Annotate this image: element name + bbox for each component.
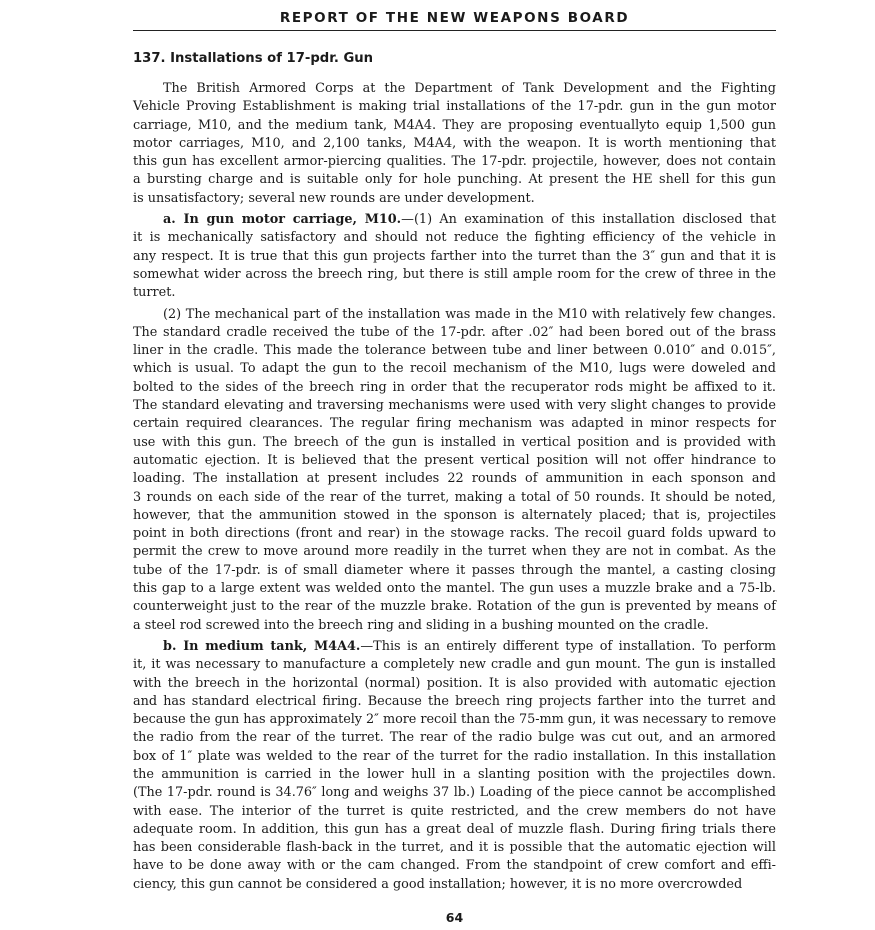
header-rule xyxy=(133,30,776,31)
line-text: The British Armored Corps at the Department of Tank Development and the Fighting xyxy=(163,81,776,96)
text-line xyxy=(133,360,776,378)
subsection-label: b. In medium tank, M4A4. xyxy=(163,638,361,654)
line-text: adequate room. In addition, this gun has a great deal of muzzle flash. During firing trials there xyxy=(133,821,776,837)
line-text: it is mechanically satisfactory and should not reduce the fighting efficiency of the vehicle in xyxy=(133,230,776,246)
text-line xyxy=(133,117,776,135)
line-text: any respect. It is true that this gun projects farther into the turret than the 3″ gun and that it is xyxy=(133,248,776,264)
text-line xyxy=(133,434,776,452)
text-line xyxy=(133,98,776,116)
text-line xyxy=(133,470,776,488)
line-text: (2) The mechanical part of the installation was made in the M10 with relatively few changes. xyxy=(163,306,776,322)
text-line xyxy=(133,693,776,711)
text-line xyxy=(133,306,776,324)
line-text: permit the crew to move around more readily in the turret when they are not in combat. As the xyxy=(133,544,776,560)
text-line xyxy=(133,397,776,415)
text-line xyxy=(133,656,776,674)
text-line xyxy=(133,284,776,302)
line-text: because the gun has approximately 2″ more recoil than the 75-mm gun, it was necessary to remove xyxy=(133,712,776,728)
text-line xyxy=(133,525,776,543)
text-line xyxy=(133,171,776,189)
line-text: certain required clearances. The regular firing mechanism was adapted in minor respects for xyxy=(133,416,776,432)
line-text: Vehicle Proving Establishment is making trial installations of the 17-pdr. gun in the gun motor xyxy=(133,99,776,115)
text-line xyxy=(133,342,776,360)
line-text: The standard elevating and traversing mechanisms were used with very slight changes to provide xyxy=(133,398,776,414)
text-line xyxy=(133,543,776,561)
line-text: (The 17-pdr. round is 34.76″ long and weighs 37 lb.) Loading of the piece cannot be accomplished xyxy=(133,785,776,801)
text-line xyxy=(133,248,776,266)
line-text: tube of the 17-pdr. is of small diameter where it passes through the mantel, a casting closing xyxy=(133,562,776,578)
text-line xyxy=(133,803,776,821)
text-line xyxy=(133,766,776,784)
line-text: carriage, M10, and the medium tank, M4A4. They are proposing eventuallyto equip 1,500 gun xyxy=(133,117,776,133)
text-line xyxy=(133,638,776,656)
line-text: and has standard electrical firing. Because the breech ring projects farther into the turret and xyxy=(133,693,776,709)
text-line xyxy=(133,266,776,284)
line-text: have to be done away with or the cam changed. From the standpoint of crew comfort and effi- xyxy=(133,858,776,874)
line-text: 3 rounds on each side of the rear of the turret, making a total of 50 rounds. It should be noted, xyxy=(133,489,776,505)
text-line xyxy=(133,507,776,525)
line-text: has been considerable flash-back in the turret, and it is possible that the automatic ejection will xyxy=(133,840,776,856)
text-line xyxy=(133,489,776,507)
line-text: however, that the ammunition stowed in the sponson is alternately placed; that is, projectiles xyxy=(133,507,776,523)
text-line xyxy=(133,711,776,729)
text-line xyxy=(133,784,776,802)
line-text: a bursting charge and is suitable only for hole punching. At present the HE shell for this gun xyxy=(133,172,776,188)
line-text: with ease. The interior of the turret is quite restricted, and the crew members do not have xyxy=(133,803,776,819)
text-line xyxy=(133,229,776,247)
text-line xyxy=(133,598,776,616)
line-text: ciency, this gun cannot be considered a good installation; however, it is no more overcrowded xyxy=(133,876,743,892)
paragraph xyxy=(133,211,776,302)
line-text: with the breech in the horizontal (normal) position. It is also provided with automatic ejection xyxy=(133,675,776,691)
text-line xyxy=(133,580,776,598)
paragraph xyxy=(133,638,776,894)
text-line xyxy=(133,821,776,839)
line-text: bolted to the sides of the breech ring in order that the recuperator rods might be affixed to it. xyxy=(133,379,776,395)
text-line xyxy=(133,562,776,580)
text-line xyxy=(133,80,776,98)
line-text: box of 1″ plate was welded to the rear of the turret for the radio installation. In this installation xyxy=(133,748,776,764)
line-text: it, it was necessary to manufacture a completely new cradle and gun mount. The gun is installed xyxy=(133,657,776,673)
text-line xyxy=(133,153,776,171)
line-text: which is usual. To adapt the gun to the recoil mechanism of the M10, lugs were doweled and xyxy=(133,361,776,377)
text-line xyxy=(133,415,776,433)
text-line xyxy=(133,839,776,857)
text-line xyxy=(133,857,776,875)
text-line xyxy=(133,379,776,397)
line-text: The standard cradle received the tube of the 17-pdr. after .02″ had been bored out of the brass xyxy=(133,324,776,340)
line-text: liner in the cradle. This made the tolerance between tube and liner between 0.010″ and 0.015″, xyxy=(133,343,776,359)
line-text: —(1) An examination of this installation disclosed that xyxy=(401,212,777,228)
line-text: motor carriages, M10, and 2,100 tanks, M4A4, with the weapon. It is worth mentioning that xyxy=(133,135,776,151)
line-text: this gap to a large extent was welded onto the mantel. The gun uses a muzzle brake and a 75-lb. xyxy=(133,581,776,597)
line-text: the ammunition is carried in the lower hull in a slanting position with the projectiles down. xyxy=(133,766,776,782)
line-text: is unsatisfactory; several new rounds are under development. xyxy=(133,190,535,206)
paragraph xyxy=(133,306,776,635)
text-line xyxy=(133,729,776,747)
text-line xyxy=(133,135,776,153)
line-text: —This is an entirely different type of installation. To perform xyxy=(360,638,776,654)
text-line xyxy=(133,876,776,894)
text-line xyxy=(133,617,776,635)
running-header: REPORT OF THE NEW WEAPONS BOARD xyxy=(279,10,630,26)
paragraph xyxy=(133,80,776,208)
section-heading: 137. Installations of 17-pdr. Gun xyxy=(133,51,374,66)
line-text: turret. xyxy=(133,285,176,301)
text-line xyxy=(133,748,776,766)
line-text: use with this gun. The breech of the gun is installed in vertical position and is provided with xyxy=(133,434,776,450)
subsection-label: a. In gun motor carriage, M10. xyxy=(163,212,402,228)
page-number: 64 xyxy=(445,910,464,925)
body-text xyxy=(133,80,776,894)
text-line xyxy=(133,324,776,342)
line-text: somewhat wider across the breech ring, but there is still ample room for the crew of three in the xyxy=(133,266,776,282)
line-text: this gun has excellent armor-piercing qualities. The 17-pdr. projectile, however, does not contain xyxy=(133,154,776,170)
line-text: automatic ejection. It is believed that the present vertical position will not offer hindrance to xyxy=(133,452,776,468)
text-line xyxy=(133,211,776,229)
text-line xyxy=(133,190,776,208)
line-text: the radio from the rear of the turret. The rear of the radio bulge was cut out, and an armored xyxy=(133,730,776,746)
line-text: a steel rod screwed into the breech ring and sliding in a bushing mounted on the cradle. xyxy=(133,617,709,633)
line-text: counterweight just to the rear of the muzzle brake. Rotation of the gun is prevented by means of xyxy=(133,599,776,615)
line-text: point in both directions (front and rear) in the stowage racks. The recoil guard folds upward to xyxy=(133,526,776,542)
text-line xyxy=(133,675,776,693)
text-line xyxy=(133,452,776,470)
line-text: loading. The installation at present includes 22 rounds of ammunition in each sponson and xyxy=(133,471,776,487)
